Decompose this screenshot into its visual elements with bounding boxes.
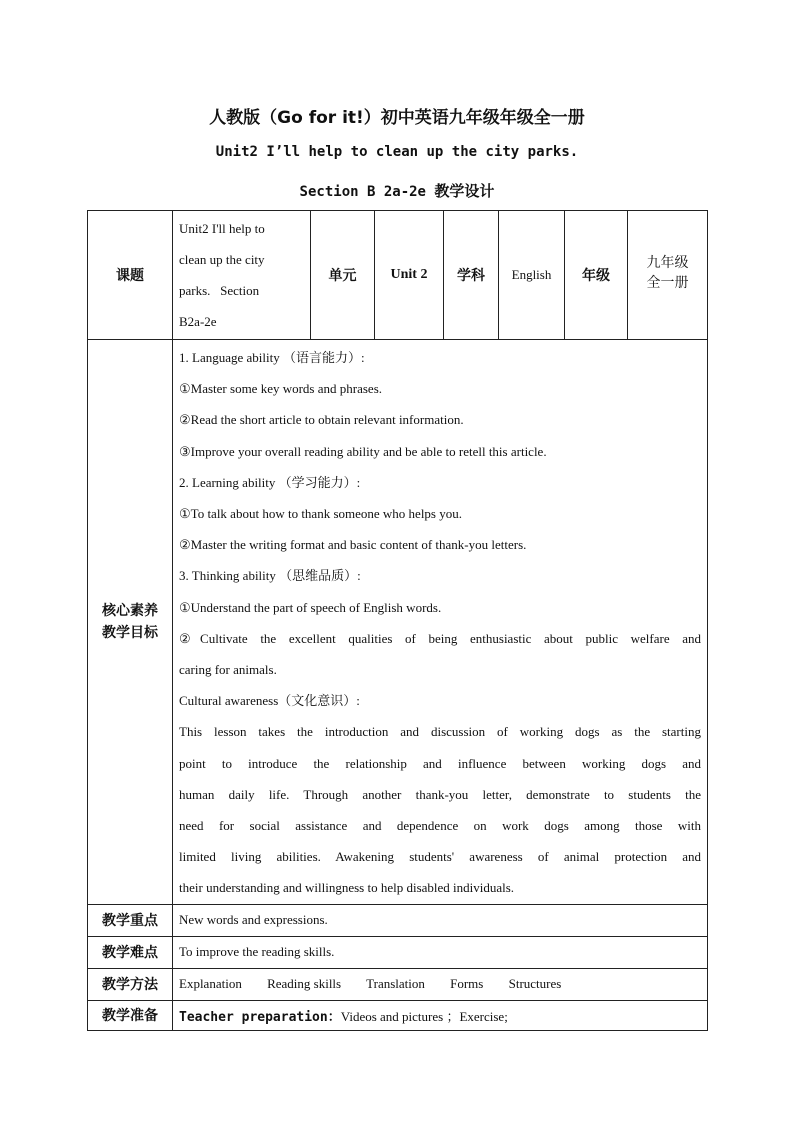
document-title: 人教版（Go for it!）初中英语九年级年级全一册 xyxy=(209,108,585,128)
section-cn-label: 教学设计 xyxy=(434,182,495,200)
grade-value xyxy=(628,211,708,340)
goals-content xyxy=(173,340,708,905)
topic-line: clean up the city xyxy=(179,252,265,267)
unit-subtitle: Unit2 I’ll help to clean up the city parks. xyxy=(215,144,579,160)
topic-value xyxy=(173,211,311,340)
goal-heading-culture: Cultural awareness（文化意识）: xyxy=(179,693,360,709)
method-item: Reading skills xyxy=(267,976,342,992)
methods-label: 教学方法 xyxy=(88,968,173,1000)
goal-paragraph-line: human daily life. Through another thank-you letter, demonstrate to students the xyxy=(179,786,701,802)
subject-label: 学科 xyxy=(444,211,499,340)
grade-line: 全一册 xyxy=(646,275,689,291)
method-item: Structures xyxy=(508,976,562,992)
unit-value: Unit 2 xyxy=(375,211,444,340)
goal-item: ②Master the writing format and basic content of thank-you letters. xyxy=(179,537,527,553)
preparation-value xyxy=(173,1000,708,1030)
goal-heading-learning: 2. Learning ability （学习能力）: xyxy=(179,474,361,490)
topic-line: Unit2 I'll help to xyxy=(179,221,265,236)
goals-label xyxy=(88,340,173,905)
grade-line: 九年级 xyxy=(646,255,689,271)
topic-line: parks. Section xyxy=(179,283,260,298)
difficulties-value: To improve the reading skills. xyxy=(173,936,708,968)
unit-label: 单元 xyxy=(311,211,375,340)
goal-item: caring for animals. xyxy=(179,662,277,678)
goal-heading-language: 1. Language ability （语言能力）: xyxy=(179,350,365,365)
goal-paragraph-line: This lesson takes the introduction and discussion of working dogs as the starting xyxy=(179,724,701,740)
goals-row xyxy=(88,340,708,905)
section-heading xyxy=(0,180,794,201)
key-points-value: New words and expressions. xyxy=(173,904,708,936)
goals-label-line: 教学目标 xyxy=(102,624,158,641)
preparation-text: Videos and pictures ；Exercise; xyxy=(340,1008,508,1024)
difficulties-label: 教学难点 xyxy=(88,936,173,968)
goal-paragraph-line: limited living abilities. Awakening students' awareness of animal protection and xyxy=(179,849,701,865)
goal-paragraph-line: their understanding and willingness to help disabled individuals. xyxy=(179,880,515,896)
goal-item: ①Master some key words and phrases. xyxy=(179,381,382,397)
key-points-row xyxy=(88,904,708,936)
goal-item: ②Cultivate the excellent qualities of being enthusiastic about public welfare and xyxy=(179,630,701,646)
lesson-plan-table xyxy=(87,210,708,1031)
goal-item: ①Understand the part of speech of English words. xyxy=(179,599,442,615)
topic-label: 课题 xyxy=(88,211,173,340)
grade-label: 年级 xyxy=(565,211,628,340)
goal-item: ②Read the short article to obtain relevant information. xyxy=(179,412,464,428)
goal-item: ①To talk about how to thank someone who helps you. xyxy=(179,506,462,522)
preparation-row xyxy=(88,1000,708,1030)
preparation-label: 教学准备 xyxy=(88,1000,173,1030)
methods-row xyxy=(88,968,708,1000)
key-points-label: 教学重点 xyxy=(88,904,173,936)
info-row xyxy=(88,211,708,340)
goal-paragraph-line: point to introduce the relationship and influence between working dogs and xyxy=(179,755,701,771)
method-item: Forms xyxy=(450,976,484,992)
subject-value: English xyxy=(499,211,565,340)
preparation-heading: Teacher preparation： xyxy=(179,1009,341,1025)
goal-paragraph-line: need for social assistance and dependence on work dogs among those with xyxy=(179,818,701,834)
methods-value xyxy=(173,968,708,1000)
method-item: Translation xyxy=(366,976,425,992)
difficulties-row xyxy=(88,936,708,968)
goals-label-line: 核心素养 xyxy=(102,602,158,619)
section-code: Section B 2a-2e xyxy=(299,184,426,200)
method-item: Explanation xyxy=(179,976,242,992)
goal-heading-thinking: 3. Thinking ability （思维品质）: xyxy=(179,568,361,584)
topic-line: B2a-2e xyxy=(179,314,217,329)
goal-item: ③Improve your overall reading ability and be able to retell this article. xyxy=(179,443,547,459)
